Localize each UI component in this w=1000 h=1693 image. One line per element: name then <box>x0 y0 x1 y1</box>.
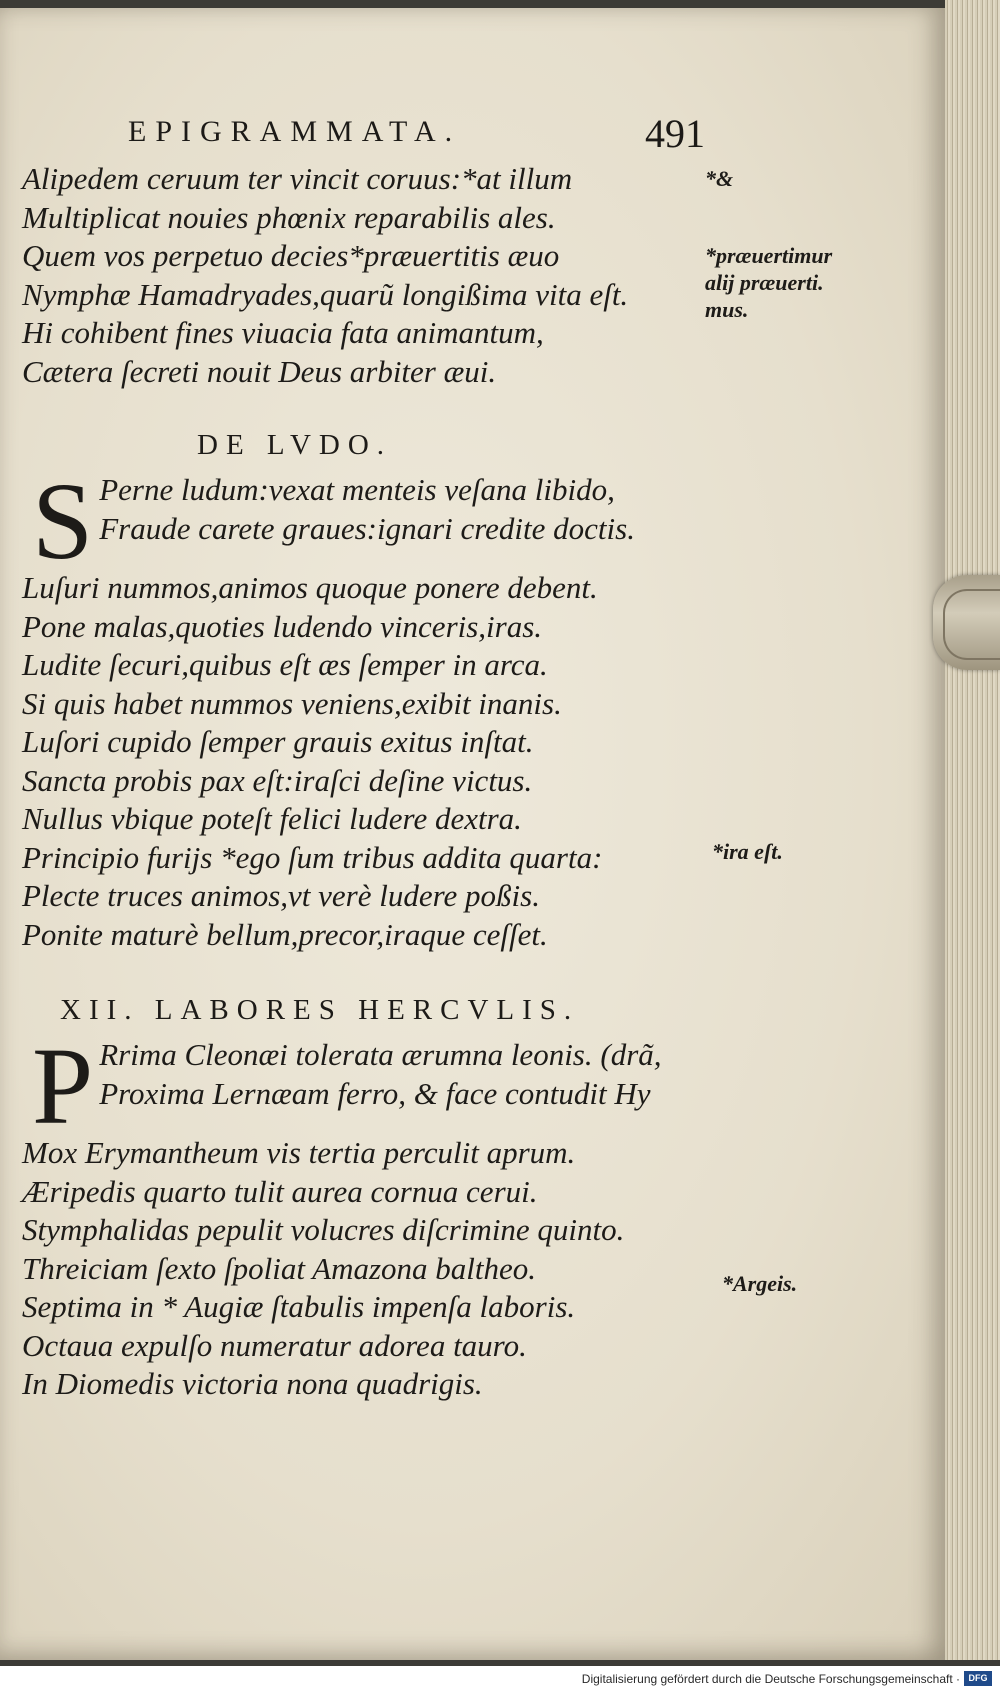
verse-line: Threiciam ſexto ſpoliat Amazona baltheo. <box>22 1250 537 1286</box>
verse-line: Septima in * Augiæ ſtabulis impenſa laboris. <box>22 1289 576 1324</box>
verse-line: Luſori cupido ſemper grauis exitus inſtat. <box>22 724 534 759</box>
page-number: 491 <box>645 111 705 156</box>
epigram-block-2 <box>22 419 712 954</box>
running-head: EPIGRAMMATA. <box>128 115 462 148</box>
verse-line: Ponite maturè bellum,precor,iraque ceſſet. <box>22 916 548 952</box>
verse-line: Quem vos perpetuo decies*præuertitis æuo <box>22 238 560 273</box>
verse-line: Nymphæ Hamadryades,quarũ longißima vita eſt. <box>22 276 629 312</box>
verse-line: Nullus vbique poteſt felici ludere dextra. <box>22 801 522 836</box>
margin-note-line: *præuertimur <box>705 243 833 268</box>
verse-line: Fraude carete graues:ignari credite doctis. <box>99 510 635 546</box>
main-text <box>22 160 712 1404</box>
verse-line: Stymphalidas pepulit volucres diſcrimine quinto. <box>22 1212 625 1247</box>
margin-note: *& <box>705 166 734 191</box>
dfg-logo: DFG <box>964 1671 992 1686</box>
verse-line: Ludite ſecuri,quibus eſt æs ſemper in arca. <box>22 647 548 682</box>
margin-note: *Argeis. <box>722 1271 798 1296</box>
drop-cap: S <box>32 460 94 582</box>
book-clasp <box>933 575 1000 670</box>
verse-line: Cætera ſecreti nouit Deus arbiter æui. <box>22 353 497 389</box>
verse-line: Multiplicat nouies phœnix reparabilis ales. <box>22 199 556 235</box>
verse-line: Octaua expulſo numeratur adorea tauro. <box>22 1327 527 1363</box>
margin-note <box>705 242 832 323</box>
section-heading: DE LVDO. <box>197 429 393 461</box>
epigram-block-3 <box>22 984 712 1404</box>
epigram-block-1 <box>22 160 712 391</box>
margin-note: *ira eſt. <box>712 839 783 864</box>
page-edges <box>945 0 1000 1660</box>
verse-line: Si quis habet nummos veniens,exibit inanis. <box>22 685 562 721</box>
verse-line: Perne ludum:vexat menteis veſana libido, <box>99 472 615 507</box>
margin-note-line: mus. <box>705 297 749 322</box>
verse-line: Pone malas,quoties ludendo vinceris,iras. <box>22 608 543 644</box>
section-heading: XII. LABORES HERCVLIS. <box>60 994 580 1026</box>
verse-line: Hi cohibent fines viuacia fata animantum, <box>22 315 544 350</box>
verse-line: Sancta probis pax eſt:iraſci deſine victus. <box>22 762 533 798</box>
verse-line: Mox Erymantheum vis tertia perculit aprum. <box>22 1135 576 1170</box>
verse-line: Proxima Lernæam ferro, & face contudit Hy <box>99 1075 651 1111</box>
verse-line: Rrima Cleonæi tolerata ærumna leonis. (drã, <box>99 1037 662 1072</box>
verse-line: Principio furijs *ego ſum tribus addita quarta: <box>22 839 603 875</box>
verse-line: Luſuri nummos,animos quoque ponere debent. <box>22 570 598 605</box>
verse-line: Plecte truces animos,vt verè ludere poßis. <box>22 878 540 913</box>
verse-line: Alipedem ceruum ter vincit coruus:*at illum <box>22 161 573 196</box>
drop-cap: P <box>32 1025 94 1147</box>
margin-note-line: alij præuerti. <box>705 270 824 295</box>
footer-bar <box>0 1666 1000 1693</box>
verse-line: Æripedis quarto tulit aurea cornua cerui. <box>22 1173 538 1209</box>
funding-credit: Digitalisierung gefördert durch die Deutsche Forschungsgemeinschaft · <box>581 1672 960 1686</box>
verse-line: In Diomedis victoria nona quadrigis. <box>22 1366 483 1401</box>
